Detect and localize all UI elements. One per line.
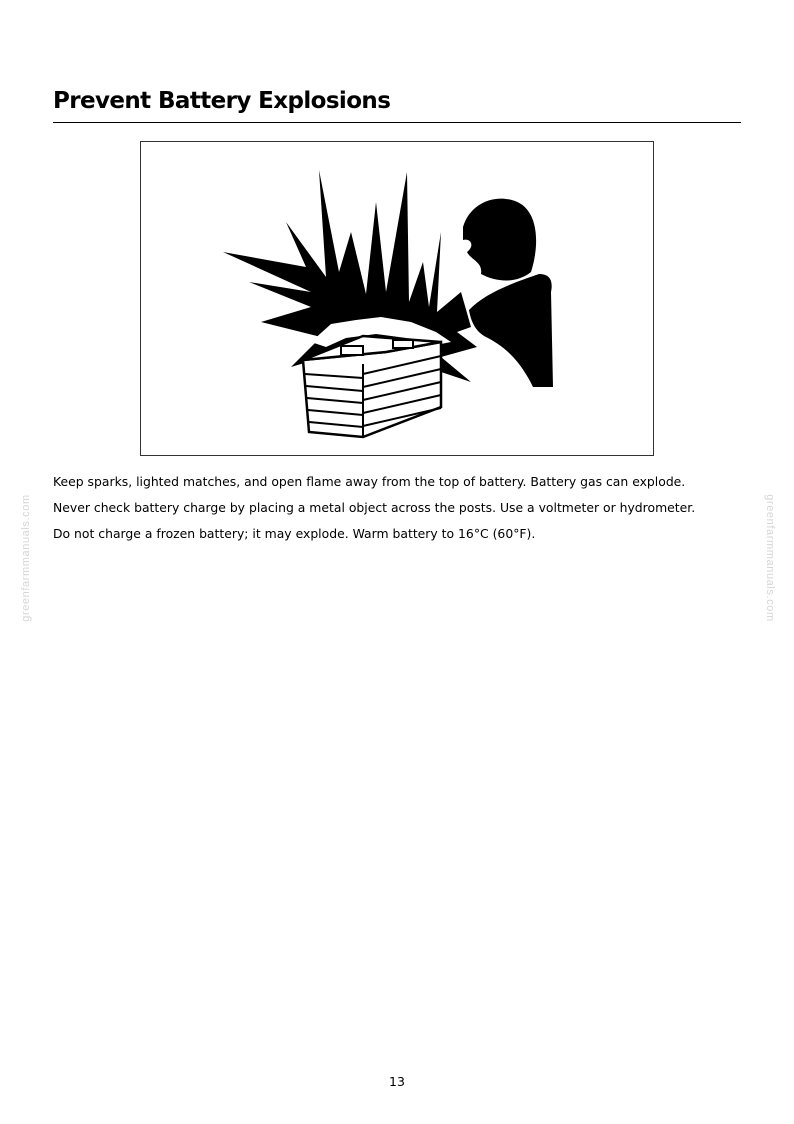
page-number: 13 xyxy=(389,1074,405,1089)
person-body-icon xyxy=(469,274,553,387)
section-title: Prevent Battery Explosions xyxy=(53,88,391,114)
paragraph: Do not charge a frozen battery; it may explode. Warm battery to 16°C (60°F). xyxy=(53,526,536,541)
paragraph: Keep sparks, lighted matches, and open flame away from the top of battery. Battery gas can explode. xyxy=(53,474,686,489)
title-underline xyxy=(53,122,741,123)
person-head-icon xyxy=(463,199,536,281)
safety-text xyxy=(53,474,743,552)
battery-explosion-figure xyxy=(140,141,654,456)
watermark-left: greenfarmmanuals.com xyxy=(19,494,32,622)
battery-icon xyxy=(303,336,441,437)
watermark-right: greenfarmmanuals.com xyxy=(763,494,776,622)
battery-explosion-icon xyxy=(141,142,653,455)
paragraph: Never check battery charge by placing a metal object across the posts. Use a voltmeter or hydrometer. xyxy=(53,500,696,515)
